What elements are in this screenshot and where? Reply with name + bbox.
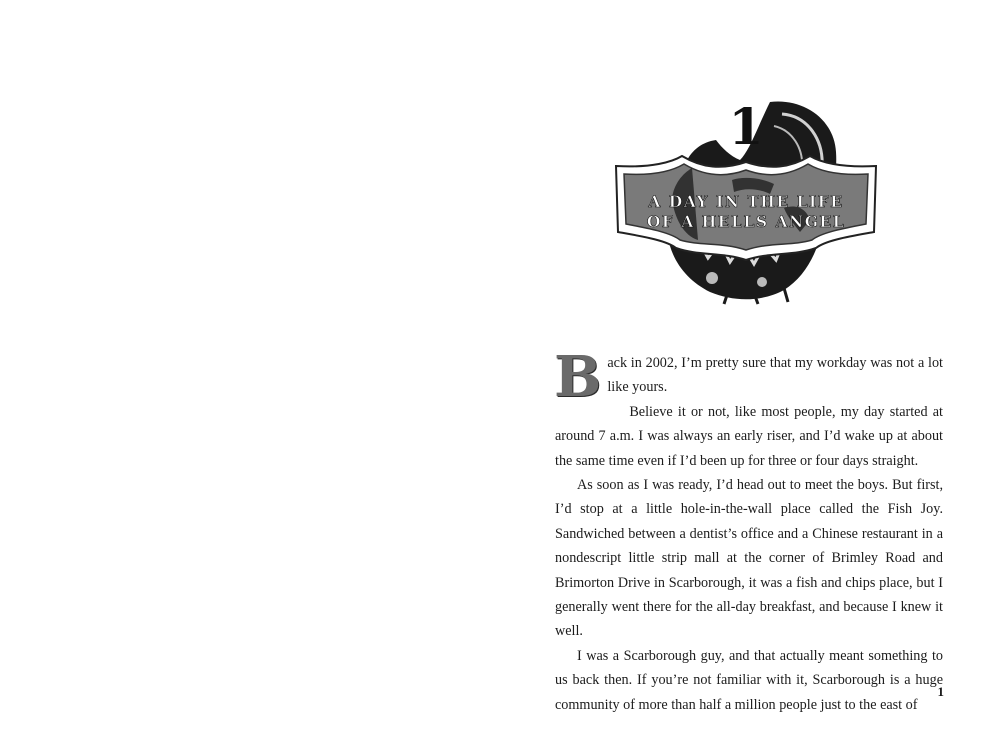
- paragraph-3: As soon as I was ready, I’d head out to meet the boys. But first, I’d stop at a little hole-in-the-wall place called the Fish Joy. Sandwiched between a dentist’s office and a Chinese restaurant in a nondescript little strip mall at the corner of Brimley Road and Brimorton Drive in Scarborough, it was a fish and chips place, but I generally went there for the all-day breakfast, and because I knew it well.: [555, 477, 943, 640]
- body-text: [554, 344, 943, 717]
- paragraph-2: Believe it or not, like most people, my day started at around 7 a.m. I was always an early riser, and I’d wake up at about the same time even if I’d been up for three or four days straight.: [555, 403, 943, 469]
- chapter-number: 1: [728, 97, 764, 156]
- paragraph-4: I was a Scarborough guy, and that actually meant something to us back then. If you’re not familiar with it, Scarborough is a huge community of more than half a million people just to the east of: [555, 647, 943, 713]
- paragraph-1: [554, 344, 943, 410]
- drop-cap: B: [554, 344, 602, 410]
- chapter-emblem: [612, 90, 880, 305]
- page-number: 1: [937, 684, 944, 699]
- paragraph-1-text: ack in 2002, I’m pretty sure that my workday was not a lot like yours.: [607, 355, 943, 396]
- chapter-title-line2: OF A HELLS ANGEL: [646, 212, 846, 231]
- chapter-title-line1: A DAY IN THE LIFE: [648, 192, 844, 211]
